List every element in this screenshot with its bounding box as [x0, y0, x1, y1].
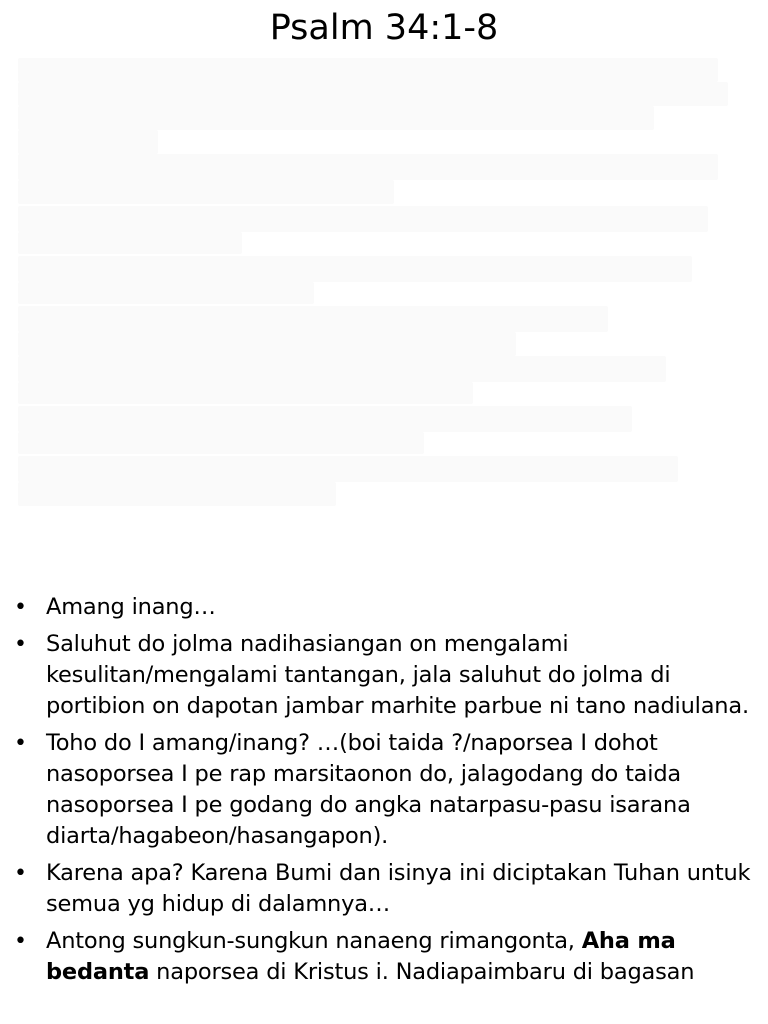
bullet-item	[14, 592, 754, 623]
bullet-dot-icon: •	[14, 632, 27, 657]
bullet-text-before: Antong sungkun-sungkun nanaeng rimangonta,	[46, 928, 582, 954]
bullet-item	[14, 926, 754, 988]
bullet-text: Toho do I amang/inang? …(boi taida ?/naporsea I dohot nasoporsea I pe rap marsitaonon do, jalagodang do taida nasoporsea I pe godang do angka natarpasu-pasu isarana diarta/hagabeon/hasangapon).	[46, 730, 691, 849]
bullet-text-after: naporsea di Kristus i. Nadiapaimbaru di bagasan	[149, 959, 695, 985]
bullet-dot-icon: •	[14, 595, 27, 620]
bullet-item	[14, 728, 754, 852]
bullet-dot-icon: •	[14, 929, 27, 954]
bullet-text: Amang inang…	[46, 594, 216, 620]
bullet-dot-icon: •	[14, 861, 27, 886]
bullet-list	[14, 592, 754, 994]
bullet-item	[14, 858, 754, 920]
slide-title: Psalm 34:1-8	[269, 8, 499, 48]
bullet-dot-icon: •	[14, 731, 27, 756]
bullet-text-bold: Aha ma bedanta	[46, 928, 676, 985]
bullet-item	[14, 629, 754, 722]
bullet-text: Karena apa? Karena Bumi dan isinya ini diciptakan Tuhan untuk semua yg hidup di dalamnya…	[46, 860, 751, 917]
bullet-text: Saluhut do jolma nadihasiangan on mengalami kesulitan/mengalami tantangan, jala saluhut do jolma di portibion on dapotan jambar marhite parbue ni tano nadiulana.	[46, 631, 749, 719]
